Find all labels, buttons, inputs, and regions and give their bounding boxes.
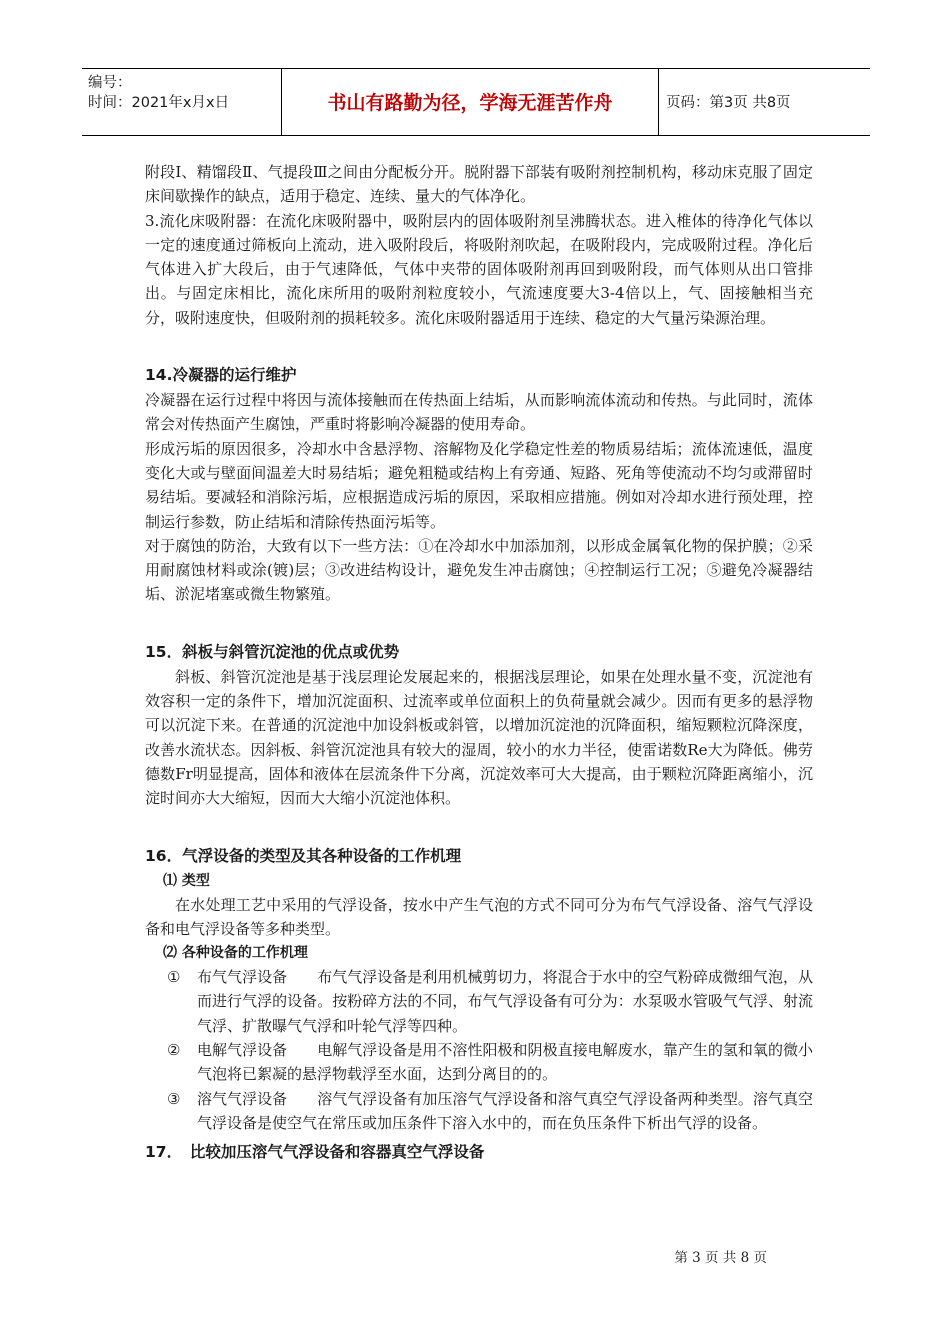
list-number: ③: [167, 1089, 181, 1108]
page-header: [82, 68, 870, 136]
list-item: [145, 965, 813, 1038]
time-label: 时间：2021年x月x日: [88, 95, 230, 111]
paragraph: 形成污垢的原因很多，冷却水中含悬浮物、溶解物及化学稳定性差的物质易结垢；流体流速低，温度变化大或与壁面间温差大时易结垢；避免粗糙或结构上有旁通、短路、死角等使流动不均匀或滞留时易结垢。要减轻和消除污垢，应根据造成污垢的原因，采取相应措施。例如对冷却水进行预处理，控制运行参数，防止结垢和清除传热面污垢等。: [145, 439, 813, 531]
list-number: ②: [167, 1041, 181, 1060]
section-heading-15: 15．斜板与斜管沉淀池的优点或优势: [145, 642, 400, 661]
header-meta: [88, 73, 274, 113]
subheading-mechanisms: ⑵ 各种设备的工作机理: [163, 945, 308, 962]
paragraph: 冷凝器在运行过程中将因与流体接触而在传热面上结垢，从而影响流体流动和传热。与此同时，流体常会对传热面产生腐蚀，严重时将影响冷凝器的使用寿命。: [145, 391, 813, 434]
document-body: [145, 160, 813, 1165]
section-heading-17: 17． 比较加压溶气气浮设备和容器真空气浮设备: [145, 1143, 485, 1162]
header-motto: 书山有路勤为径，学海无涯苦作舟: [327, 92, 613, 114]
list-item-text: 布气气浮设备 布气气浮设备是利用机械剪切力，将混合于水中的空气粉碎成微细气泡，从而进行气浮的设备。按粉碎方法的不同，布气气浮设备有可分为：水泵吸水管吸气气浮、射流气浮、扩散曝气气浮和叶轮气浮等四种。: [197, 968, 813, 1035]
paragraph: 在水处理工艺中采用的气浮设备，按水中产生气泡的方式不同可分为布气气浮设备、溶气气浮设备和电气浮设备等多种类型。: [145, 895, 813, 938]
list-item-text: 溶气气浮设备 溶气气浮设备有加压溶气气浮设备和溶气真空气浮设备两种类型。溶气真空气浮设备是使空气在常压或加压条件下溶入水中的，而在负压条件下析出气浮的设备。: [197, 1089, 813, 1132]
paragraph: 3.流化床吸附器：在流化床吸附器中，吸附层内的固体吸附剂呈沸腾状态。进入椎体的待净化气体以一定的速度通过筛板向上流动，进入吸附段后，将吸附剂吹起，在吸附段内，完成吸附过程。净化后气体进入扩大段后，由于气速降低，气体中夹带的固体吸附剂再回到吸附段，而气体则从出口管排出。与固定床相比，流化床所用的吸附剂粒度较小，气流速度要大3-4倍以上，气、固接触相当充分，吸附速度快，但吸附剂的损耗较多。流化床吸附器适用于连续、稳定的大气量污染源治理。: [145, 211, 813, 327]
list-item: [145, 1038, 813, 1087]
paragraph: 对于腐蚀的防治，大致有以下一些方法：①在冷却水中加添加剂，以形成金属氧化物的保护膜；②采用耐腐蚀材料或涂(镀)层；③改进结构设计，避免发生冲击腐蚀；④控制运行工况；⑤避免冷凝器结垢、淤泥堵塞或微生物繁殖。: [145, 536, 813, 604]
section-heading-16: 16．气浮设备的类型及其各种设备的工作机理: [145, 846, 462, 865]
number-label: 编号：: [88, 75, 132, 91]
paragraph: 斜板、斜管沉淀池是基于浅层理论发展起来的，根据浅层理论，如果在处理水量不变，沉淀池有效容积一定的条件下，增加沉淀面积、过流率或单位面积上的负荷量就会减少。因而有更多的悬浮物可以沉淀下来。在普通的沉淀池中加设斜板或斜管，以增加沉淀池的沉降面积，缩短颗粒沉降深度，改善水流状态。因斜板、斜管沉淀池具有较大的湿周，较小的水力半径，使雷诺数Re大为降低。佛劳德数Fr明显提高，固体和液体在层流条件下分离，沉淀效率可大大提高，由于颗粒沉降距离缩小，沉淀时间亦大大缩短，因而大大缩小沉淀池体积。: [145, 667, 813, 808]
list-item: [145, 1087, 813, 1136]
section-heading-14: 14.冷凝器的运行维护: [145, 366, 297, 385]
paragraph: 附段Ⅰ、精馏段Ⅱ、气提段Ⅲ之间由分配板分开。脱附器下部装有吸附剂控制机构，移动床克服了固定床间歇操作的缺点，适用于稳定、连续、量大的气体净化。: [145, 163, 813, 206]
footer-page-number: 第 3 页 共 8 页: [674, 1250, 767, 1266]
header-divider: [658, 69, 659, 135]
list-number: ①: [167, 968, 181, 987]
page-footer: [0, 1246, 950, 1266]
header-page-number: 页码：第3页 共8页: [666, 95, 791, 111]
list-item-text: 电解气浮设备 电解气浮设备是用不溶性阳极和阴极直接电解废水，靠产生的氢和氧的微小气泡将已絮凝的悬浮物载浮至水面，达到分离目的的。: [197, 1041, 813, 1084]
subheading-types: ⑴ 类型: [163, 872, 210, 889]
